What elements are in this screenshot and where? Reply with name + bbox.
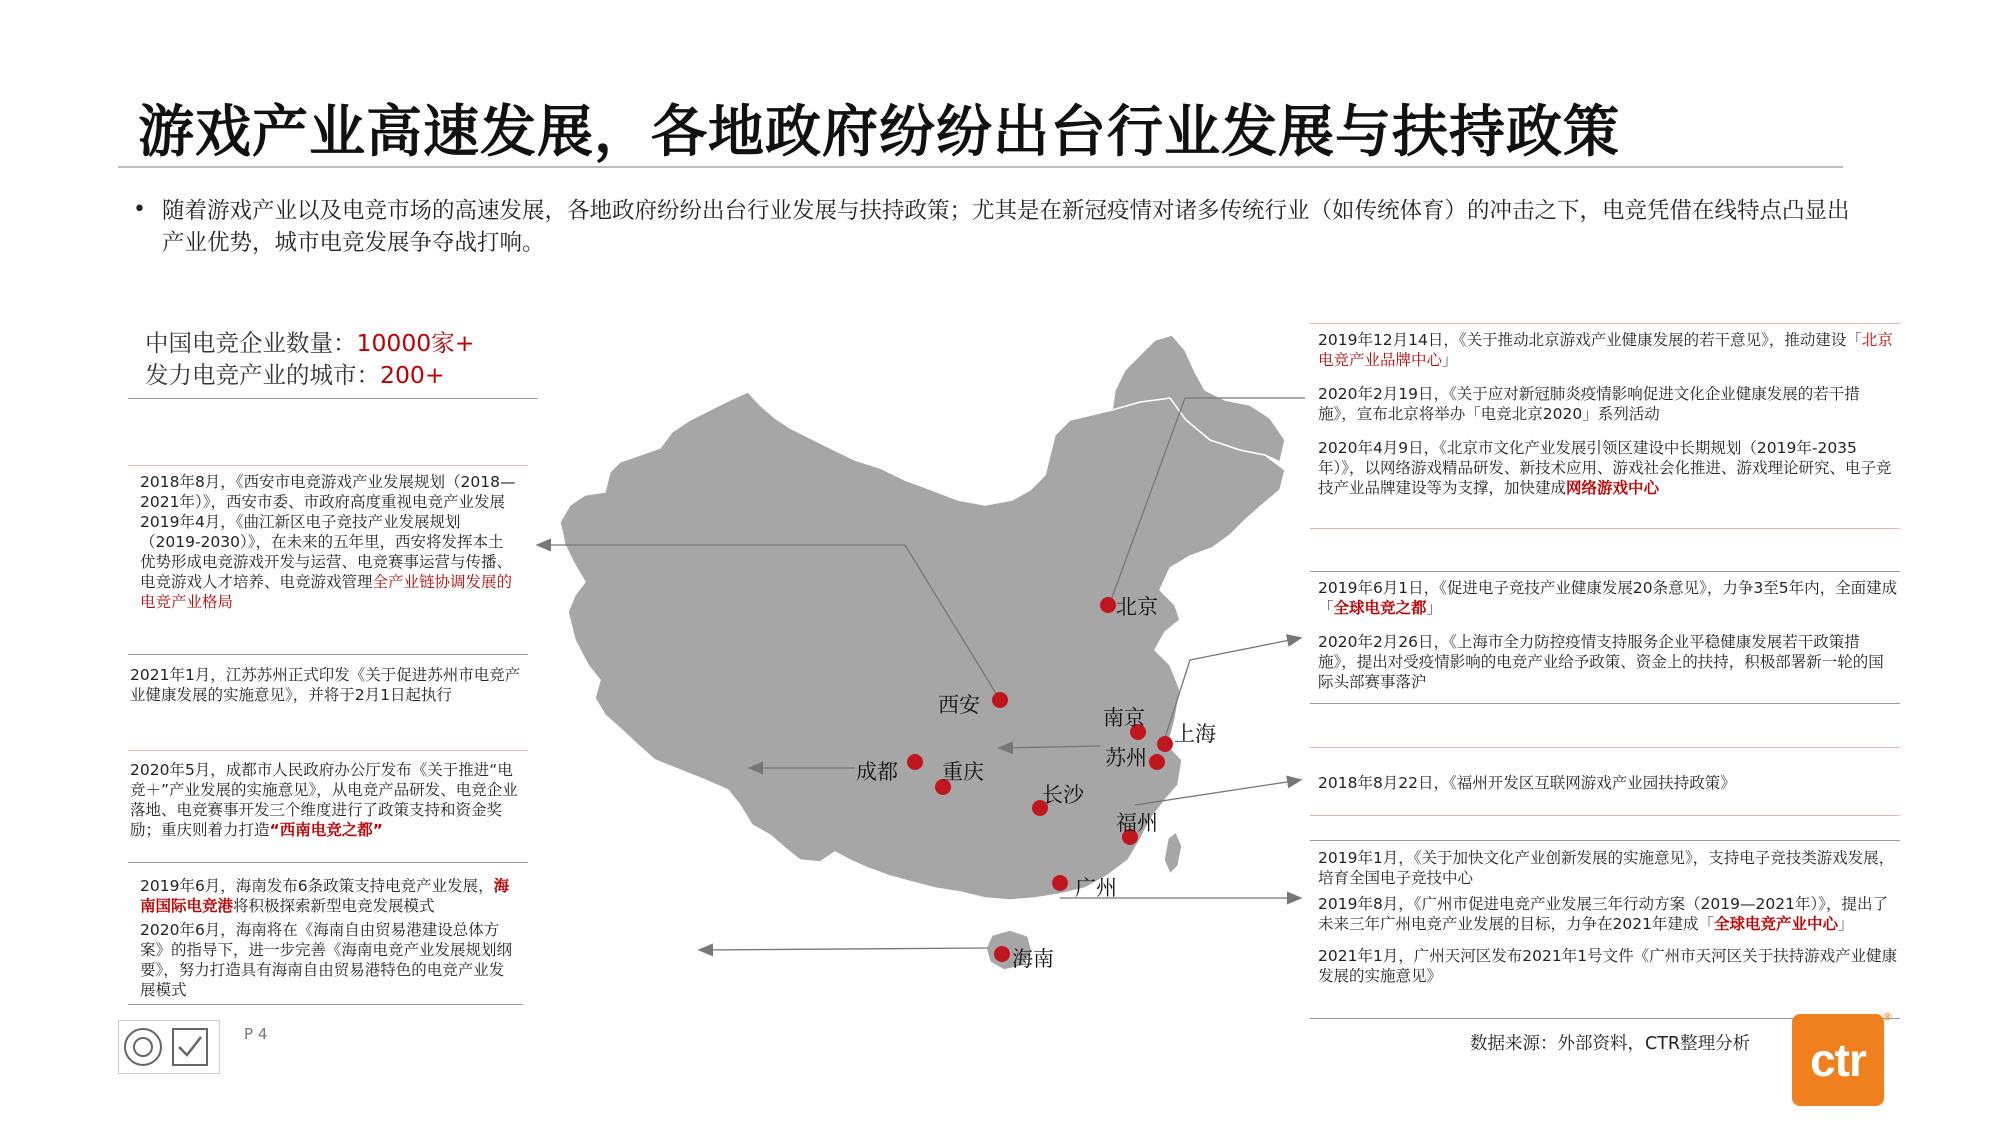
xian-policy-2-highlight: 全产业链协调发展的电竞产业格局	[140, 573, 513, 611]
city-label-chongqing: 重庆	[942, 760, 984, 784]
city-label-chengdu: 成都	[856, 760, 898, 784]
shanghai-policy-2: 2020年2月26日，《上海市全力防控疫情支持服务企业平稳健康发展若干政策措施》，提出对受疫情影响的电竞产业给予政策、资金上的扶持，积极部署新一轮的国际头部赛事落沪	[1318, 633, 1884, 691]
guangzhou-dot	[1052, 875, 1068, 891]
suzhou-box-top-rule	[128, 654, 528, 655]
hainan-box-top-rule	[128, 862, 528, 863]
hainan-policy-1-post: 将积极探索新型电竞发展模式	[233, 897, 435, 915]
certification-badge	[118, 1020, 220, 1074]
xian-policy-2-text: 2019年4月，《曲江新区电子竞技产业发展规划（2019-2030）》，在未来的五年里，西安将发挥本土优势形成电竞游戏开发与运营、电竞赛事运营与传播、电竞游戏人才培养、电竞游戏管理	[140, 513, 513, 591]
beijing-policy-box	[1318, 330, 1898, 498]
city-count-value: 200+	[380, 361, 445, 389]
taiwan-island-shape	[1164, 832, 1182, 874]
beijing-policy-1-post: 」	[1442, 351, 1458, 369]
xian-box-top-rule	[128, 465, 528, 466]
shanghai-policy-1-pre: 2019年6月1日，《促进电子竞技产业健康发展20条意见》，力争3至5年内，全面建成「	[1318, 579, 1898, 617]
xian-dot	[992, 692, 1008, 708]
shanghai-policy-box	[1318, 578, 1898, 692]
page-title: 游戏产业高速发展，各地政府纷纷出台行业发展与扶持政策	[138, 100, 1620, 165]
fuzhou-box-bottom-rule	[1310, 815, 1900, 816]
city-label-changsha: 长沙	[1042, 783, 1084, 807]
shanghai-policy-1-highlight: 全球电竞之都	[1333, 599, 1427, 617]
beijing-policy-3-pre: 2020年4月9日，《北京市文化产业发展引领区建设中长期规划（2019年-2035年）》，以网络游戏精品研发、新技术应用、游戏社会化推进、游戏理论研究、电子竞技产业品牌建设等为支撑，加快建成	[1318, 439, 1892, 497]
ctr-logo: ctr	[1792, 1014, 1884, 1106]
beijing-box-bottom-rule	[1310, 528, 1900, 529]
beijing-policy-1	[1318, 330, 1898, 370]
page-number: P 4	[244, 1025, 268, 1043]
shanghai-policy-1	[1318, 578, 1898, 618]
hainan-policy-2: 2020年6月，海南将在《海南自由贸易港建设总体方案》的指导下，进一步完善《海南电竞产业发展规划纲要》，努力打造具有海南自由贸易港特色的电竞产业发展模式	[140, 921, 513, 999]
hainan-arrow	[700, 948, 988, 950]
guangzhou-policy-1: 2019年1月，《关于加快文化产业创新发展的实施意见》，支持电子竞技类游戏发展，培育全国电子竞技中心	[1318, 849, 1895, 887]
city-label-beijing: 北京	[1116, 595, 1158, 619]
hainan-policy-1-highlight: 海南国际电竞港	[140, 877, 510, 915]
guangzhou-policy-2	[1318, 894, 1898, 934]
guangzhou-policy-box	[1318, 848, 1898, 986]
beijing-box-top-rule	[1310, 323, 1900, 324]
enterprise-count-value: 10000家+	[356, 329, 475, 357]
chengdu-box-top-rule	[128, 750, 528, 751]
data-source: 数据来源：外部资料，CTR整理分析	[1470, 1034, 1751, 1054]
guangzhou-policy-3: 2021年1月，广州天河区发布2021年1号文件《广州市天河区关于扶持游戏产业健康发展的实施意见》	[1318, 947, 1898, 985]
chengdu-dot	[907, 754, 923, 770]
fuzhou-box-top-rule	[1310, 747, 1900, 748]
guangzhou-box-top-rule	[1310, 840, 1900, 841]
beijing-policy-3-highlight: 网络游戏中心	[1566, 479, 1660, 497]
city-label-shanghai: 上海	[1174, 722, 1216, 746]
hainan-box-bottom-rule	[128, 1004, 523, 1005]
guangzhou-policy-2-highlight: 全球电竞产业中心	[1713, 915, 1838, 933]
registered-mark: ®	[1882, 1010, 1893, 1023]
guangzhou-policy-2-post: 」	[1837, 915, 1854, 933]
beijing-policy-2: 2020年2月19日，《关于应对新冠肺炎疫情影响促进文化企业健康发展的若干措施》，宣布北京将举办「电竞北京2020」系列活动	[1318, 385, 1860, 423]
city-count-label: 发力电竞产业的城市：	[145, 361, 380, 389]
xian-policy-1: 2018年8月，《西安市电竞游戏产业发展规划（2018—2021年）》，西安市委、市政府高度重视电竞产业发展	[140, 473, 516, 511]
shanghai-policy-1-post: 」	[1426, 599, 1443, 617]
chengdu-policy-box	[130, 760, 522, 840]
suzhou-dot	[1149, 754, 1165, 770]
suzhou-policy-1: 2021年1月，江苏苏州正式印发《关于促进苏州市电竞产业健康发展的实施意见》，并将于2月1日起执行	[130, 666, 521, 704]
shanghai-box-top-rule	[1310, 571, 1900, 572]
city-label-suzhou: 苏州	[1105, 746, 1147, 770]
shanghai-box-bottom-rule	[1310, 703, 1900, 704]
chengdu-policy-1	[130, 760, 522, 840]
xian-policy-2	[140, 512, 518, 612]
city-label-guangzhou: 广州	[1075, 876, 1117, 900]
city-label-xian: 西安	[938, 693, 980, 717]
guangzhou-policy-2-pre: 2019年8月，《广州市促进电竞产业发展三年行动方案（2019—2021年）》，提出了未来三年广州电竞产业发展的目标，力争在2021年建成「	[1318, 895, 1888, 933]
city-label-nanjing: 南京	[1103, 706, 1145, 730]
hainan-policy-1	[140, 876, 518, 916]
beijing-policy-1-pre: 2019年12月14日，《关于推动北京游戏产业健康发展的若干意见》，推动建设「	[1318, 331, 1862, 349]
chengdu-policy-1-highlight: “西南电竞之都”	[269, 821, 383, 839]
certification-seal-icon	[119, 1021, 219, 1073]
intro-text: 随着游戏产业以及电竞市场的高速发展，各地政府纷纷出台行业发展与扶持政策；尤其是在新冠疫情对诸多传统行业（如传统体育）的冲击之下，电竞凭借在线特点凸显出产业优势，城市电竞发展争夺战打响。	[162, 198, 1850, 256]
shanghai-arrow	[1190, 638, 1300, 660]
fuzhou-policy-box	[1318, 773, 1898, 793]
hainan-policy-1-pre: 2019年6月，海南发布6条政策支持电竞产业发展，	[140, 877, 494, 895]
fuzhou-policy-1: 2018年8月22日，《福州开发区互联网游戏产业园扶持政策》	[1318, 774, 1736, 792]
china-mainland-shape	[560, 392, 1285, 900]
intro-bullet: •	[133, 197, 146, 222]
city-label-hainan: 海南	[1012, 947, 1054, 971]
beijing-dot	[1100, 597, 1116, 613]
suzhou-policy-box	[130, 665, 522, 705]
chengdu-policy-1-text: 2020年5月，成都市人民政府办公厅发布《关于推进“电竞＋”产业发展的实施意见》，从电竞产品研发、电竞企业落地、电竞赛事开发三个维度进行了政策支持和资金奖励；重庆则着力打造	[130, 761, 518, 839]
beijing-policy-3	[1318, 438, 1898, 498]
hainan-policy-box	[140, 876, 518, 1000]
shanghai-dot	[1157, 736, 1173, 752]
city-label-fuzhou: 福州	[1116, 811, 1158, 835]
hainan-dot	[994, 946, 1010, 962]
xian-policy-box	[140, 472, 518, 612]
enterprise-count-label: 中国电竞企业数量：	[145, 329, 357, 357]
beijing-policy-1-highlight: 北京电竞产业品牌中心	[1318, 331, 1893, 369]
